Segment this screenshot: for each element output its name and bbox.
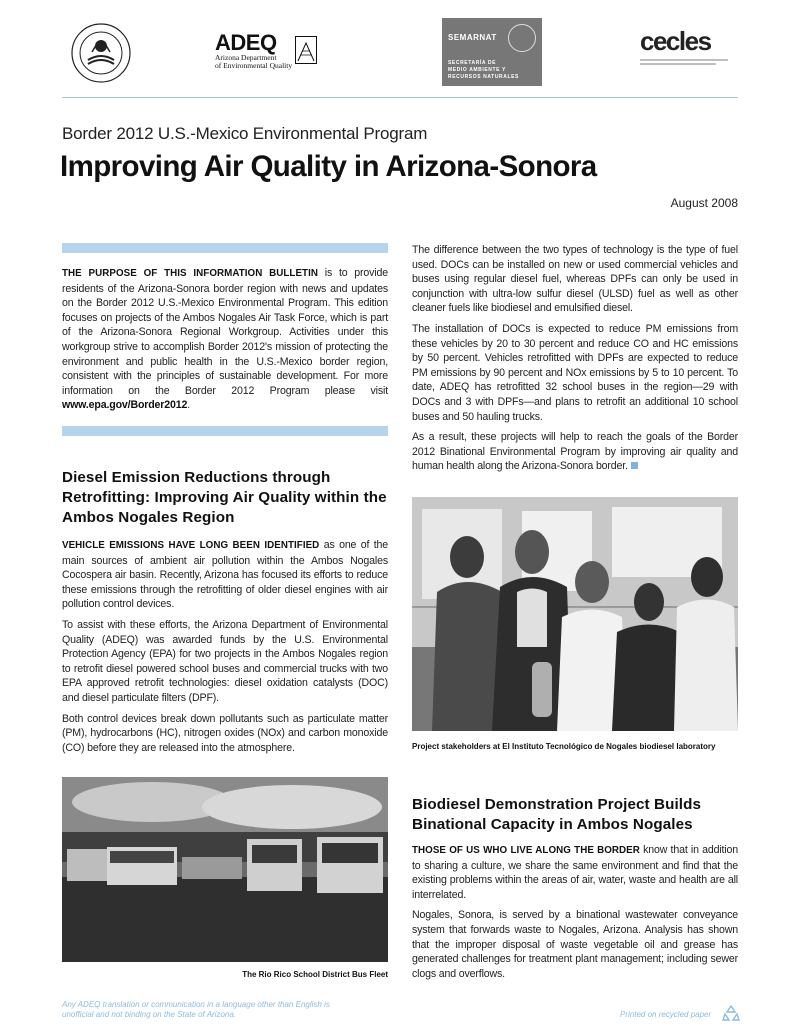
adeq-sun-icon [295,36,317,64]
cecles-logo-word: cecles [640,26,711,56]
section1-lead: VEHICLE EMISSIONS HAVE LONG BEEN IDENTIFIED [62,540,320,551]
mexico-seal-icon [508,24,536,52]
recycle-icon [722,1004,740,1022]
adeq-logo-word: ADEQ [215,30,277,55]
section1-paragraph-3: Both control devices break down pollutants such as particulate matter (PM), hydrocarbons (HC), nitrogen oxides (NOx) and carbon monoxide (CO) before they are released into the atmosphere. [62,712,388,754]
translation-disclaimer: Any ADEQ translation or communication in a language other than English is unofficial and not binding on the State of Arizona. [62,1000,330,1019]
purpose-end: . [187,399,191,412]
semarnat-logo [442,18,542,86]
section1-p1-text: as one of the main sources of ambient air pollution within the Ambos Nogales Cocospera air basin. Recently, Arizona has focused its efforts to reduce these emissions through the retrofitting of older diesel engines with air pollution control devices. [62,539,388,611]
page-title: Improving Air Quality in Arizona-Sonora [60,150,597,183]
section1-heading: Diesel Emission Reductions through Retrofitting: Improving Air Quality within the Ambos Nogales Region [62,469,387,526]
section2-p1-text: know that in addition to sharing a culture, we share the same environment and find that the existing problems within the areas of air, water, waste and health are all interrelated. [412,844,738,901]
lab-photo-caption: Project stakeholders at El Instituto Tecnológico de Nogales biodiesel laboratory [412,742,716,751]
adeq-logo-sub2: of Environmental Quality [215,61,293,70]
border2012-link[interactable]: www.epa.gov/Border2012 [62,399,188,412]
semarnat-sub-line2: MEDIO AMBIENTE Y [448,67,506,73]
lab-photo [412,497,738,731]
section1-paragraph-1 [62,538,388,612]
cecles-logo [640,28,730,74]
adeq-logo-sub1: Arizona Department [215,53,277,62]
bus-fleet-photo [62,777,388,962]
adeq-logo [215,32,320,72]
semarnat-logo-title: SEMARNAT [448,33,497,42]
bus-photo-caption: The Rio Rico School District Bus Fleet [242,970,388,979]
program-name: Border 2012 U.S.-Mexico Environmental Program [62,124,428,143]
section2-lead: THOSE OF US WHO LIVE ALONG THE BORDER [412,845,640,856]
semarnat-sub-line1: SECRETARÍA DE [448,60,497,66]
section1-paragraph-4: The difference between the two types of technology is the type of fuel used. DOCs can be installed on new or used commercial vehicles and buses using regular diesel fuel, whereas DPFs can only be used in conjunction with ultra-low sulfur diesel (ULSD) fuel as well as other cleaner fuels like biodiesel and emulsified diesel. [412,244,738,315]
publication-date: August 2008 [670,196,738,210]
section1-body-left [62,538,388,761]
end-of-article-icon [631,462,638,469]
purpose-lead: THE PURPOSE OF THIS INFORMATION BULLETIN [62,268,318,279]
semarnat-logo-subtitle [448,60,519,81]
semarnat-sub-line3: RECURSOS NATURALES [448,74,519,80]
section1-p6-text: As a result, these projects will help to reach the goals of the Border 2012 Binational Environmental Program by improving air quality and human health along the Arizona-Sonora border. [412,431,738,473]
purpose-text: is to provide residents of the Arizona-Sonora border region with news and updates on the Border 2012 U.S.-Mexico Environmental Program. This edition focuses on projects of the Ambos Nogales Air Task Force, which is part of the Arizona-Sonora Regional Workgroup. Activities under this workgroup strive to accomplish Border 2012's mission of protecting the environment and public health in the U.S.-Mexico border region, consistent with the principles of sustainable development. For more information on the Border 2012 Program please visit [62,267,388,397]
section1-paragraph-6 [412,430,738,474]
section2-heading: Biodiesel Demonstration Project Builds Binational Capacity in Ambos Nogales [412,796,702,833]
section1-paragraph-2: To assist with these efforts, the Arizona Department of Environmental Quality (ADEQ) was awarded funds by the U.S. Environmental Protection Agency (EPA) for two projects in the Ambos Nogales region to retrofit diesel powered school buses and commercial trucks with two EPA approved retrofit technologies: diesel oxidation catalysts (DOC) and diesel particulate filters (DPF). [62,618,388,704]
epa-seal-logo [70,22,132,84]
purpose-bar-bottom [62,426,388,436]
section2-paragraph-1 [412,843,738,902]
purpose-bar-top [62,243,388,253]
section1-body-right [412,243,738,480]
section1-paragraph-5: The installation of DOCs is expected to reduce PM emissions from these vehicles by 20 to 30 percent and reduce CO and HC emissions by 50 percent. Vehicles retrofitted with DPFs are expected to reduce PM emissions by 90 percent and NOx emissions by 5 to 10 percent. To date, ADEQ has retrofitted 32 school buses in the region—29 with DOCs and 3 with DPFs—and plans to retrofit an additional 10 school buses and 50 hauling trucks. [412,322,738,423]
header-divider [62,97,738,98]
purpose-paragraph [62,266,388,413]
section2-paragraph-2: Nogales, Sonora, is served by a binational wastewater conveyance system that forwards waste to Nogales, Arizona. Analysis has shown that the improper disposal of waste vegetable oil and grease has generated challenges for treatment plant management; including sewer clogs and overflows. [412,909,738,980]
recycled-paper-note: Printed on recycled paper [620,1010,712,1019]
purpose-block [62,266,388,419]
section2-body [412,843,738,987]
cecles-tagline-graphic [640,57,730,67]
